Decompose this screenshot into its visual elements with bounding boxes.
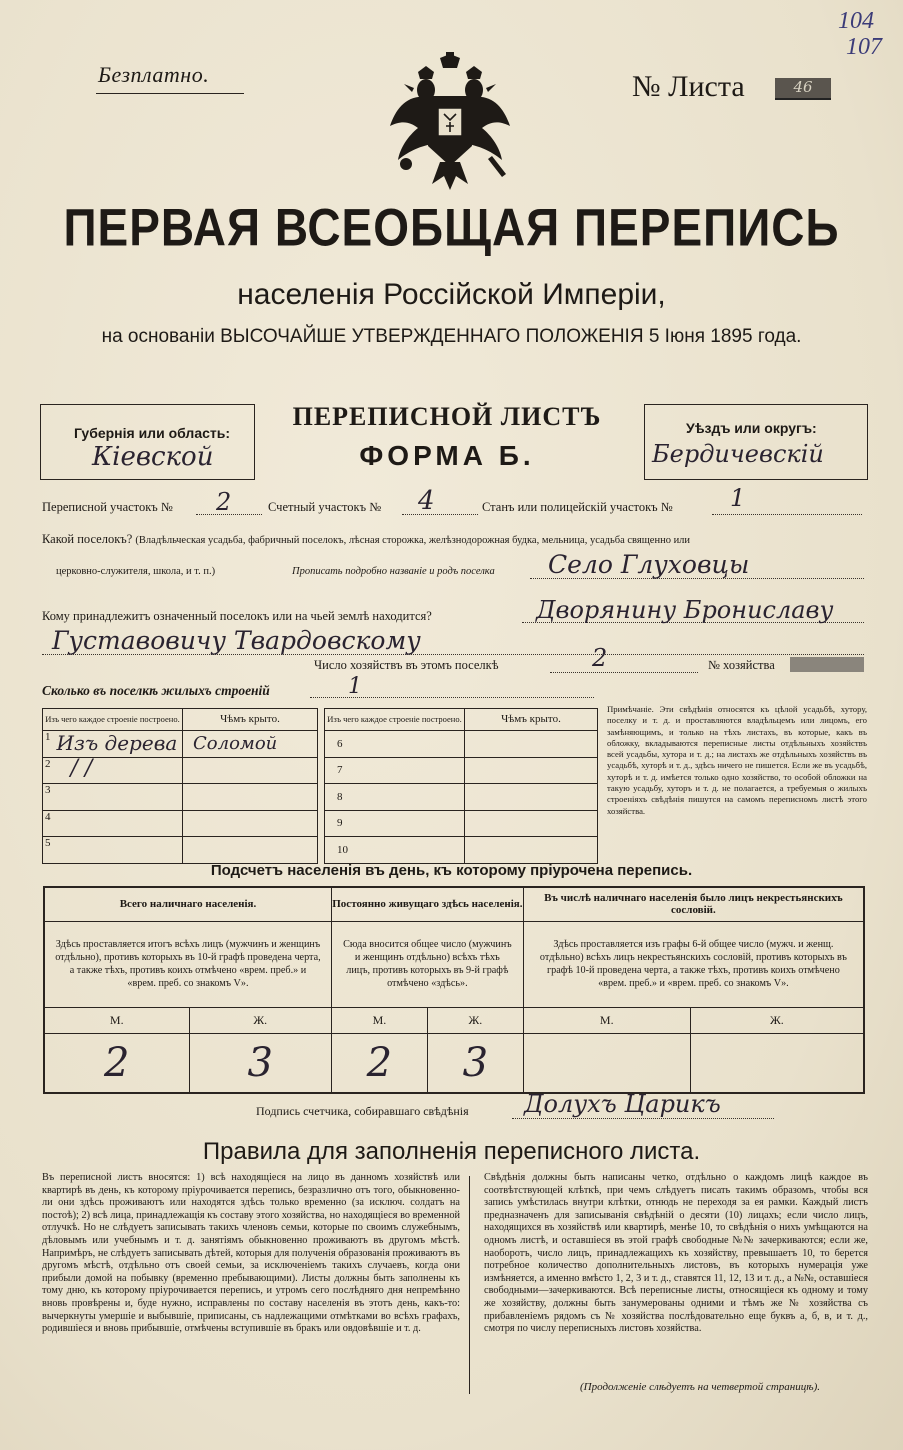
buildings-count-value: 1 xyxy=(348,674,362,699)
sheet-number-value xyxy=(775,78,831,100)
building-row: 6 xyxy=(325,731,598,758)
form-b-heading: ФОРМА Б. xyxy=(359,440,535,471)
settlement-label: Какой поселокъ? xyxy=(42,532,133,546)
count-section-value: 4 xyxy=(418,486,435,516)
police-section-label: Станъ или полицейскій участокъ № xyxy=(482,500,673,514)
building-row: 3 xyxy=(43,784,318,811)
building-row: 10 xyxy=(325,837,598,864)
building-row: 2 / / xyxy=(43,757,318,784)
permanent-population-desc: Сюда вносится общее число (мужчинъ и женщинъ отдѣльно) всѣхъ тѣхъ лицъ, противъ которыхъ въ 9-й графѣ отмѣчено «здѣсь». xyxy=(331,921,523,1007)
province-label: Губернія или область: xyxy=(74,425,231,441)
free-label: Безплатно. xyxy=(98,62,210,87)
owner-value-1: Дворянину Брониславу xyxy=(536,596,834,624)
document-title: ПЕРВАЯ ВСЕОБЩАЯ ПЕРЕПИСЬ xyxy=(63,197,840,257)
building-row: 9 xyxy=(325,810,598,837)
owner-value-2: Густавовичу Твардовскому xyxy=(52,626,421,655)
rules-divider xyxy=(469,1176,470,1394)
col-roof: Чѣмъ крыто. xyxy=(465,709,598,731)
household-number-redaction xyxy=(790,657,864,672)
population-table xyxy=(43,886,865,1094)
male-col: М. xyxy=(44,1007,189,1033)
district-label: Уѣздъ или округъ: xyxy=(686,420,817,436)
sheet-number-label: № Листа xyxy=(632,70,745,103)
households-label: Число хозяйствъ въ этомъ поселкѣ xyxy=(314,658,499,672)
col-roof: Чѣмъ крыто. xyxy=(183,709,318,731)
building-row: 5 xyxy=(43,837,318,864)
buildings-table-right xyxy=(324,708,598,864)
archive-folio-marks xyxy=(838,8,882,60)
note-text: Примѣчаніе. Эти свѣдѣнія относятся къ цѣлой усадьбѣ, хутору, поселку и т. д. и проставляются владѣльцемъ или лицомъ, его замѣняющимъ, и только на тѣхъ листахъ, въ которые, какъ въ обложку, вкладываются переписные листы отдѣльныхъ хозяйствъ всей усадьбы, хутора и т. д.; на листахъ же отдѣльныхъ хозяйствъ въ усадьбѣ, хуторѣ и т. д., здѣсь ничего не пишется. Если же въ усадьбѣ, хуторѣ и т. д. имѣется только одно хозяйство, то особой обложки на такую усадьбу, хуторъ и т. д. не полагается, а требуемыя о жилыхъ строеніяхъ свѣдѣнія пишутся на самомъ переписномъ листѣ этого хозяйства. xyxy=(607,704,867,816)
document-subtitle: населенія Россійской Имперіи, xyxy=(237,278,666,311)
enumerator-signature-label: Подпись счетчика, собиравшаго свѣдѣнія xyxy=(256,1104,469,1118)
archive-mark-1: 104 xyxy=(838,8,874,34)
district-value: Бердичевскій xyxy=(652,440,824,468)
nonpeasant-population-header: Въ числѣ наличнаго населенія было лицъ некрестьянскихъ сословій. xyxy=(523,887,864,921)
building-row: 4 xyxy=(43,810,318,837)
building-roof-value: Соломой xyxy=(193,733,278,754)
building-row: 7 xyxy=(325,757,598,784)
nonpeasant-female-value xyxy=(690,1033,864,1093)
permanent-population-header: Постоянно живущаго здѣсь населенія. xyxy=(331,887,523,921)
rules-left-column: Въ переписной листъ вносятся: 1) всѣ находящіеся на лицо въ данномъ хозяйствѣ или квартирѣ въ день, къ которому пріурочивается перепись, безразлично отъ того, обыкновенно-ли они здѣсь проживаютъ или находятся здѣсь только временно (за исключ. солдатъ на постоѣ); 2) всѣ лица, принадлежащія къ составу этого хозяйства, но находящіеся во временной отлучкѣ. Но не слѣдуетъ записывать такихъ членовъ семьи, которые по своимъ служебнымъ, дѣловымъ или учебнымъ и т. д. занятіямъ обыкновенно проживаютъ въ другомъ мѣстѣ. Напримѣръ, не слѣдуетъ записывать дѣтей, которыя для полученія образованія проживаютъ въ другомъ мѣстѣ, отдѣльно отъ своей семьи, за исключеніемъ такихъ случаевъ, когда они прибыли домой на побывку (временно пребывающими). Листы должны быть заполнены къ тому дню, къ которому пріурочивается перепись, и утромъ сего послѣдняго дня непремѣнно вновь провѣрены и, буде нужно, исправлены по составу населенія въ этотъ день, какъ-то: вычеркнуты умершіе и выбывшіе, приписаны, съ надлежащими отмѣтками во всѣхъ графахъ, родившіеся и вновь прибывшіе, отмѣчены вступившіе въ бракъ или овдовѣвшіе и т. д. xyxy=(42,1172,460,1335)
settlement-hint-1: (Владѣльческая усадьба, фабричный поселокъ, лѣсная сторожка, желѣзнодорожная будка, мельница, усадьба священно или xyxy=(135,535,691,546)
col-material: Изъ чего каждое строеніе построено. xyxy=(325,709,465,731)
continued-note: (Продолженіе слѣдуетъ на четвертой страницѣ). xyxy=(580,1381,820,1393)
total-female-value: 3 xyxy=(189,1033,331,1093)
permanent-female-value: 3 xyxy=(427,1033,523,1093)
total-population-header: Всего наличнаго населенія. xyxy=(44,887,331,921)
free-label-underline xyxy=(96,93,244,94)
female-col: Ж. xyxy=(189,1007,331,1033)
settlement-hint-3: Прописать подробно названіе и родъ поселка xyxy=(292,566,495,577)
settlement-hint-2: церковно-служителя, школа, и т. п.) xyxy=(56,566,216,577)
total-population-desc: Здѣсь проставляется итогъ всѣхъ лицъ (мужчинъ и женщинъ отдѣльно), противъ которыхъ въ 10-й графѣ проведена черта, а также тѣхъ, противъ коихъ отмѣчено «врем. преб.» и «врем. преб. со знакомъ V». xyxy=(44,921,331,1007)
province-value: Кіевской xyxy=(92,442,214,472)
population-count-title: Подсчетъ населенія въ день, къ которому пріурочена перепись. xyxy=(210,862,693,879)
permanent-male-value: 2 xyxy=(331,1033,427,1093)
buildings-table-left xyxy=(42,708,318,864)
rules-right-column: Свѣдѣнія должны быть написаны четко, отдѣльно о каждомъ лицѣ каждое въ соотвѣтствующей клѣткѣ, при чемъ слѣдуетъ писать такимъ образомъ, чтобы вся запись умѣстилась внутри клѣтки, отнюдь не переходя за ея рамки. Каждый листъ предназначенъ для записыванія свѣдѣній о десяти (10) лицахъ; если число лицъ, находящихся въ хозяйствѣ или квартирѣ, менѣе 10, то свѣдѣнія о нихъ умѣщаются на одномъ листѣ, и оставшіеся въ этой графѣ свободные №№ зачеркиваются; если же, наоборотъ, число лицъ, принадлежащихъ къ хозяйству, превышаетъ 10, то берется потребное количество дополнительныхъ листовъ, въ которыхъ нумерація уже измѣняется, а именно вмѣсто 1, 2, 3 и т. д., ставятся 11, 12, 13 и т. д., а №№, оставшіеся свободными—зачеркиваются. Всѣ переписные листы, относящіеся къ одному и тому же хозяйству, должны быть занумерованы одними и тѣмъ же № хозяйства съ прибавленіемъ рядомъ съ № хозяйства послѣдовательно еще буквъ а, б, в, и т. д., смотря по числу переписныхъ листовъ хозяйства. xyxy=(484,1172,868,1335)
count-section-label: Счетный участокъ № xyxy=(268,500,382,514)
nonpeasant-male-value xyxy=(523,1033,690,1093)
female-col: Ж. xyxy=(690,1007,864,1033)
col-material: Изъ чего каждое строеніе построено. xyxy=(43,709,183,731)
household-number-label: № хозяйства xyxy=(708,658,775,672)
nonpeasant-population-desc: Здѣсь проставляется изъ графы 6-й общее число (мужч. и женщ. отдѣльно) всѣхъ лицъ некрестьянскихъ сословій, противъ которыхъ въ графѣ 10-й проведена черта, а также тѣхъ, противъ коихъ отмѣчено «врем. преб.» и «врем. преб. со знакомъ V». xyxy=(523,921,864,1007)
census-sheet-heading: ПЕРЕПИСНОЙ ЛИСТЪ xyxy=(292,402,602,431)
male-col: М. xyxy=(331,1007,427,1033)
sheet-number-text: 46 xyxy=(793,78,813,96)
legal-basis-line: на основаніи ВЫСОЧАЙШЕ УТВЕРЖДЕННАГО ПОЛОЖЕНІЯ 5 Іюня 1895 года. xyxy=(101,326,802,347)
owner-label: Кому принадлежитъ означенный поселокъ или на чьей землѣ находится? xyxy=(42,609,432,623)
building-row: 1 Изъ дерева Соломой xyxy=(43,731,318,758)
rules-title: Правила для заполненія переписного листа. xyxy=(202,1138,701,1165)
archive-mark-2: 107 xyxy=(846,34,882,60)
building-material-value: Изъ дерева xyxy=(56,731,178,755)
building-row: 8 xyxy=(325,784,598,811)
settlement-question xyxy=(42,532,690,547)
male-col: М. xyxy=(523,1007,690,1033)
enumerator-signature: Долухъ Царикъ xyxy=(524,1090,721,1118)
police-section-value: 1 xyxy=(730,484,746,512)
female-col: Ж. xyxy=(427,1007,523,1033)
settlement-value: Село Глуховцы xyxy=(548,550,750,579)
buildings-count-label: Сколько въ поселкѣ жилыхъ строеній xyxy=(42,683,270,698)
census-section-value: 2 xyxy=(216,488,232,516)
total-male-value: 2 xyxy=(44,1033,189,1093)
ditto-mark: / / xyxy=(70,755,93,781)
imperial-eagle-emblem xyxy=(388,52,512,192)
census-section-label: Переписной участокъ № xyxy=(42,500,173,514)
households-value: 2 xyxy=(592,644,608,672)
